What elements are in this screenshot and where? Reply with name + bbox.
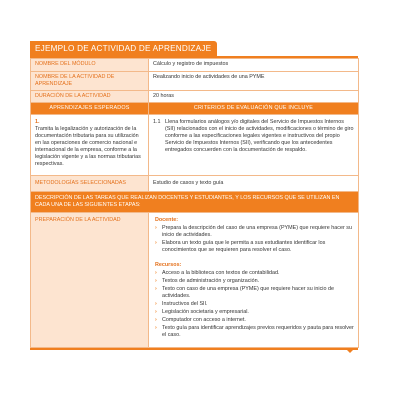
methodology-row [31,176,359,192]
list-item: › Prepara la descripción del caso de una empresa (PYME) que requiere hacer su inicio de actividades. [155,225,352,238]
field-label-duration: DURACIÓN DE LA ACTIVIDAD [31,91,149,103]
docente-list [155,225,354,254]
criteria-number: 1.1 [153,119,161,125]
list-item: › Textos de administración y organización. [155,278,260,284]
methodology-value: Estudio de casos y texto guía [149,176,359,192]
stage-label: PREPARACIÓN DE LA ACTIVIDAD [31,213,149,348]
field-label-activity: NOMBRE DE LA ACTIVIDAD DE APRENDIZAJE [31,72,149,91]
learning-criteria-row [31,115,359,176]
bullet-icon: › [155,317,157,323]
field-row-activity [31,72,359,91]
field-row-module [31,59,359,72]
bottom-rule [30,348,358,350]
sheet-title: EJEMPLO DE ACTIVIDAD DE APRENDIZAJE [30,41,217,56]
bullet-icon: › [155,286,157,292]
bullet-icon: › [155,301,157,307]
header-learning: APRENDIZAJES ESPERADOS [31,103,149,115]
learning-number: 1. [35,119,40,125]
bullet-icon: › [155,309,157,315]
list-item: › Texto guía para identificar aprendizajes previos requeridos y pauta para resolver el caso. [155,325,354,338]
list-item: › Acceso a la biblioteca con textos de contabilidad. [155,270,280,276]
recursos-list [155,270,354,339]
activity-sheet [30,38,358,354]
recursos-heading: Recursos: [155,262,182,268]
header-criteria: CRITERIOS DE EVALUACIÓN QUE INCLUYE [149,103,359,115]
bullet-icon: › [155,240,157,246]
stage-content [149,213,359,348]
field-row-duration [31,91,359,103]
bullet-icon: › [155,278,157,284]
field-label-module: NOMBRE DEL MÓDULO [31,59,149,72]
learning-cell [31,115,149,176]
description-header-row [31,192,359,213]
criteria-text: Llena formularios análogos y/o digitales del Servicio de Impuestos Internos (SII) relacionados con el inicio de actividades, modificaciones o término de giro conforme a las especificaciones legales vigentes e instructivos del propio Servicio de Impuestos Internos (SII), verificando que los antecedentes entregados concuerden con la documentación de respaldo. [165,119,354,153]
field-value-activity: Realizando inicio de actividades de una PYME [149,72,359,91]
list-item: › Legislación societaria y empresarial. [155,309,249,315]
learning-text: Tramita la legalización y autorización de la documentación tributaria para su utilización en las operaciones de comercio nacional e internacional de la empresa, conforme a la legislación vigente y a las normas tributarias respectivas. [35,126,141,167]
bullet-icon: › [155,270,157,276]
list-item: › Texto con caso de una empresa (PYME) que requiere hacer su inicio de actividades. [155,286,334,299]
stage-row [31,213,359,348]
field-value-module: Cálculo y registro de impuestos [149,59,359,72]
docente-heading: Docente: [155,217,179,223]
info-table [30,58,359,348]
continue-arrow-icon [346,349,354,353]
bullet-icon: › [155,225,157,231]
list-item: › Instructivos del SII. [155,301,208,307]
list-item: › Elabora un texto guía que le permita a sus estudiantes identificar los conocimientos que se requieren para resolver el caso. [155,240,326,253]
criteria-cell [149,115,359,176]
field-value-duration: 20 horas [149,91,359,103]
section-header-row [31,103,359,115]
methodology-label: METODOLOGÍAS SELECCIONADAS [31,176,149,192]
list-item: › Computador con acceso a internet. [155,317,246,323]
bullet-icon: › [155,325,157,331]
description-header: DESCRIPCIÓN DE LAS TAREAS QUE REALIZAN DOCENTES Y ESTUDIANTES, Y LOS RECURSOS QUE SE UTILIZAN EN CADA UNA DE LAS SIGUIENTES ETAPAS: [31,192,359,213]
